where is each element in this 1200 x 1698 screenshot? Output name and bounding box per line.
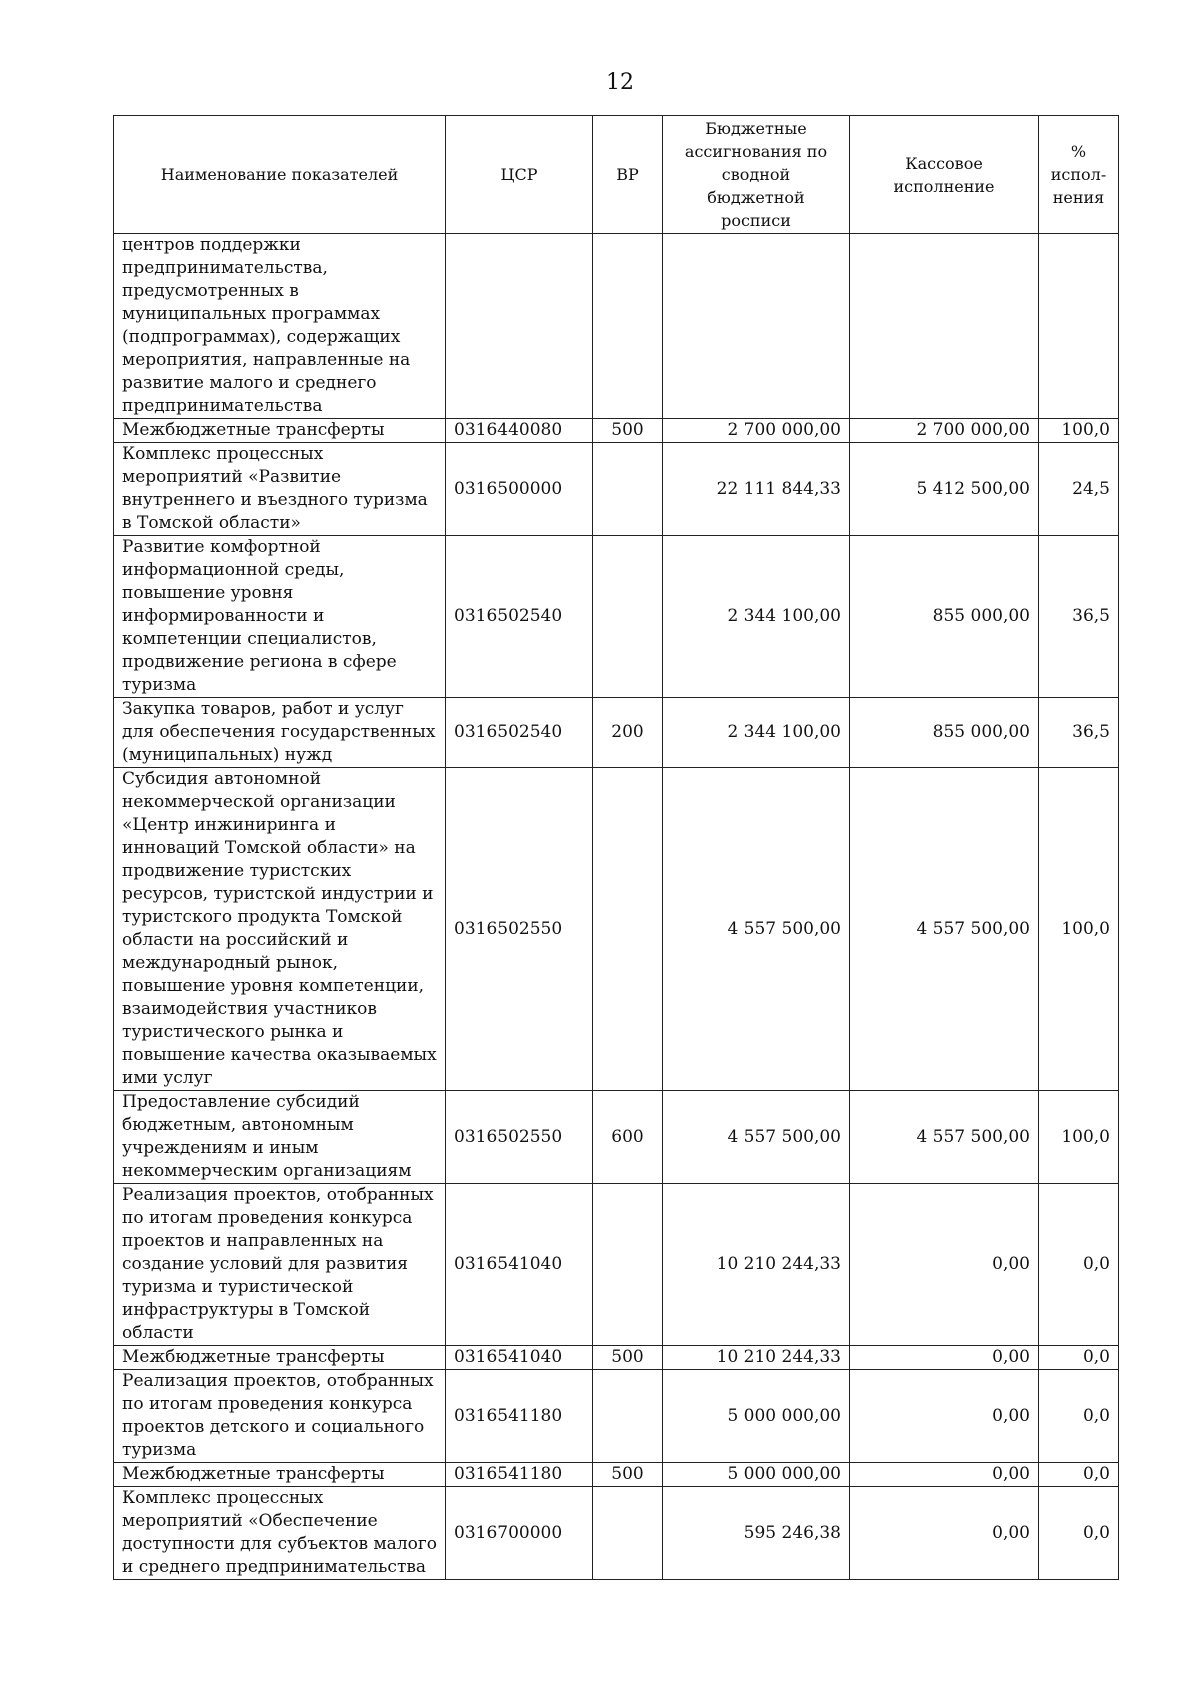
row-percent: 100,0: [1039, 1091, 1119, 1184]
row-vr: [593, 1487, 663, 1580]
table-row: [114, 1463, 1119, 1487]
row-percent: 0,0: [1039, 1370, 1119, 1463]
row-cash: 4 557 500,00: [850, 768, 1039, 1091]
row-cash: 4 557 500,00: [850, 1091, 1039, 1184]
row-name: Межбюджетные трансферты: [114, 419, 446, 443]
row-name: Предоставление субсидий бюджетным, автономным учреждениям и иным некоммерческим организациям: [114, 1091, 446, 1184]
row-cash: 0,00: [850, 1487, 1039, 1580]
row-percent: 100,0: [1039, 419, 1119, 443]
row-cash: 0,00: [850, 1346, 1039, 1370]
row-budget: 595 246,38: [663, 1487, 850, 1580]
row-percent: 24,5: [1039, 443, 1119, 536]
table-row: [114, 1184, 1119, 1346]
row-csr: 0316541180: [446, 1463, 593, 1487]
row-csr: 0316541180: [446, 1370, 593, 1463]
row-name: Межбюджетные трансферты: [114, 1346, 446, 1370]
row-vr: [593, 443, 663, 536]
row-vr: 500: [593, 1463, 663, 1487]
row-csr: [446, 234, 593, 419]
row-budget: 4 557 500,00: [663, 1091, 850, 1184]
row-vr: 500: [593, 1346, 663, 1370]
row-vr: [593, 768, 663, 1091]
row-cash: 855 000,00: [850, 536, 1039, 698]
row-percent: 0,0: [1039, 1463, 1119, 1487]
row-vr: [593, 536, 663, 698]
row-percent: 0,0: [1039, 1184, 1119, 1346]
row-percent: [1039, 234, 1119, 419]
row-name: Комплекс процессных мероприятий «Развитие внутреннего и въездного туризма в Томской области»: [114, 443, 446, 536]
header-budget: Бюджетные ассигнования по сводной бюджетной росписи: [663, 116, 850, 234]
row-percent: 0,0: [1039, 1346, 1119, 1370]
row-cash: [850, 234, 1039, 419]
table-header-row: [114, 116, 1119, 234]
row-name: Реализация проектов, отобранных по итогам проведения конкурса проектов и направленных на создание условий для развития туризма и туристической инфраструктуры в Томской области: [114, 1184, 446, 1346]
row-vr: 600: [593, 1091, 663, 1184]
page-number: 12: [606, 70, 634, 95]
table-row: [114, 1370, 1119, 1463]
header-csr: ЦСР: [446, 116, 593, 234]
row-csr: 0316502550: [446, 768, 593, 1091]
row-percent: 100,0: [1039, 768, 1119, 1091]
row-budget: 2 700 000,00: [663, 419, 850, 443]
row-name: Межбюджетные трансферты: [114, 1463, 446, 1487]
row-csr: 0316541040: [446, 1346, 593, 1370]
table-row: [114, 443, 1119, 536]
row-csr: 0316502540: [446, 698, 593, 768]
row-name: центров поддержки предпринимательства, предусмотренных в муниципальных программах (подпрограммах), содержащих мероприятия, направленные на развитие малого и среднего предпринимательства: [114, 234, 446, 419]
row-name: Комплекс процессных мероприятий «Обеспечение доступности для субъектов малого и среднего предпринимательства: [114, 1487, 446, 1580]
row-cash: 0,00: [850, 1463, 1039, 1487]
table-row: [114, 1346, 1119, 1370]
row-budget: 2 344 100,00: [663, 698, 850, 768]
row-budget: 22 111 844,33: [663, 443, 850, 536]
row-name: Реализация проектов, отобранных по итогам проведения конкурса проектов детского и социального туризма: [114, 1370, 446, 1463]
row-cash: 0,00: [850, 1370, 1039, 1463]
row-cash: 855 000,00: [850, 698, 1039, 768]
row-budget: [663, 234, 850, 419]
row-name: Субсидия автономной некоммерческой организации «Центр инжиниринга и инноваций Томской области» на продвижение туристских ресурсов, туристской индустрии и туристского продукта Томской области на российский и международный рынок, повышение уровня компетенции, взаимодействия участников туристического рынка и повышение качества оказываемых ими услуг: [114, 768, 446, 1091]
table-row: [114, 234, 1119, 419]
row-cash: 5 412 500,00: [850, 443, 1039, 536]
table-row: [114, 768, 1119, 1091]
header-cash: Кассовое исполнение: [850, 116, 1039, 234]
table-row: [114, 419, 1119, 443]
table-row: [114, 698, 1119, 768]
row-csr: 0316502550: [446, 1091, 593, 1184]
row-percent: 36,5: [1039, 698, 1119, 768]
row-csr: 0316502540: [446, 536, 593, 698]
row-budget: 5 000 000,00: [663, 1463, 850, 1487]
row-cash: 2 700 000,00: [850, 419, 1039, 443]
row-budget: 4 557 500,00: [663, 768, 850, 1091]
row-vr: [593, 234, 663, 419]
row-vr: 200: [593, 698, 663, 768]
row-csr: 0316500000: [446, 443, 593, 536]
header-percent: % испол-нения: [1039, 116, 1119, 234]
row-percent: 36,5: [1039, 536, 1119, 698]
row-csr: 0316541040: [446, 1184, 593, 1346]
table-row: [114, 1487, 1119, 1580]
row-budget: 10 210 244,33: [663, 1184, 850, 1346]
table-row: [114, 536, 1119, 698]
header-vr: ВР: [593, 116, 663, 234]
row-cash: 0,00: [850, 1184, 1039, 1346]
row-vr: [593, 1184, 663, 1346]
row-csr: 0316440080: [446, 419, 593, 443]
row-vr: 500: [593, 419, 663, 443]
row-vr: [593, 1370, 663, 1463]
row-percent: 0,0: [1039, 1487, 1119, 1580]
header-name: Наименование показателей: [114, 116, 446, 234]
budget-execution-table: [113, 115, 1119, 1580]
table-row: [114, 1091, 1119, 1184]
row-budget: 5 000 000,00: [663, 1370, 850, 1463]
row-name: Развитие комфортной информационной среды, повышение уровня информированности и компетенции специалистов, продвижение региона в сфере туризма: [114, 536, 446, 698]
row-budget: 2 344 100,00: [663, 536, 850, 698]
row-csr: 0316700000: [446, 1487, 593, 1580]
row-name: Закупка товаров, работ и услуг для обеспечения государственных (муниципальных) нужд: [114, 698, 446, 768]
row-budget: 10 210 244,33: [663, 1346, 850, 1370]
